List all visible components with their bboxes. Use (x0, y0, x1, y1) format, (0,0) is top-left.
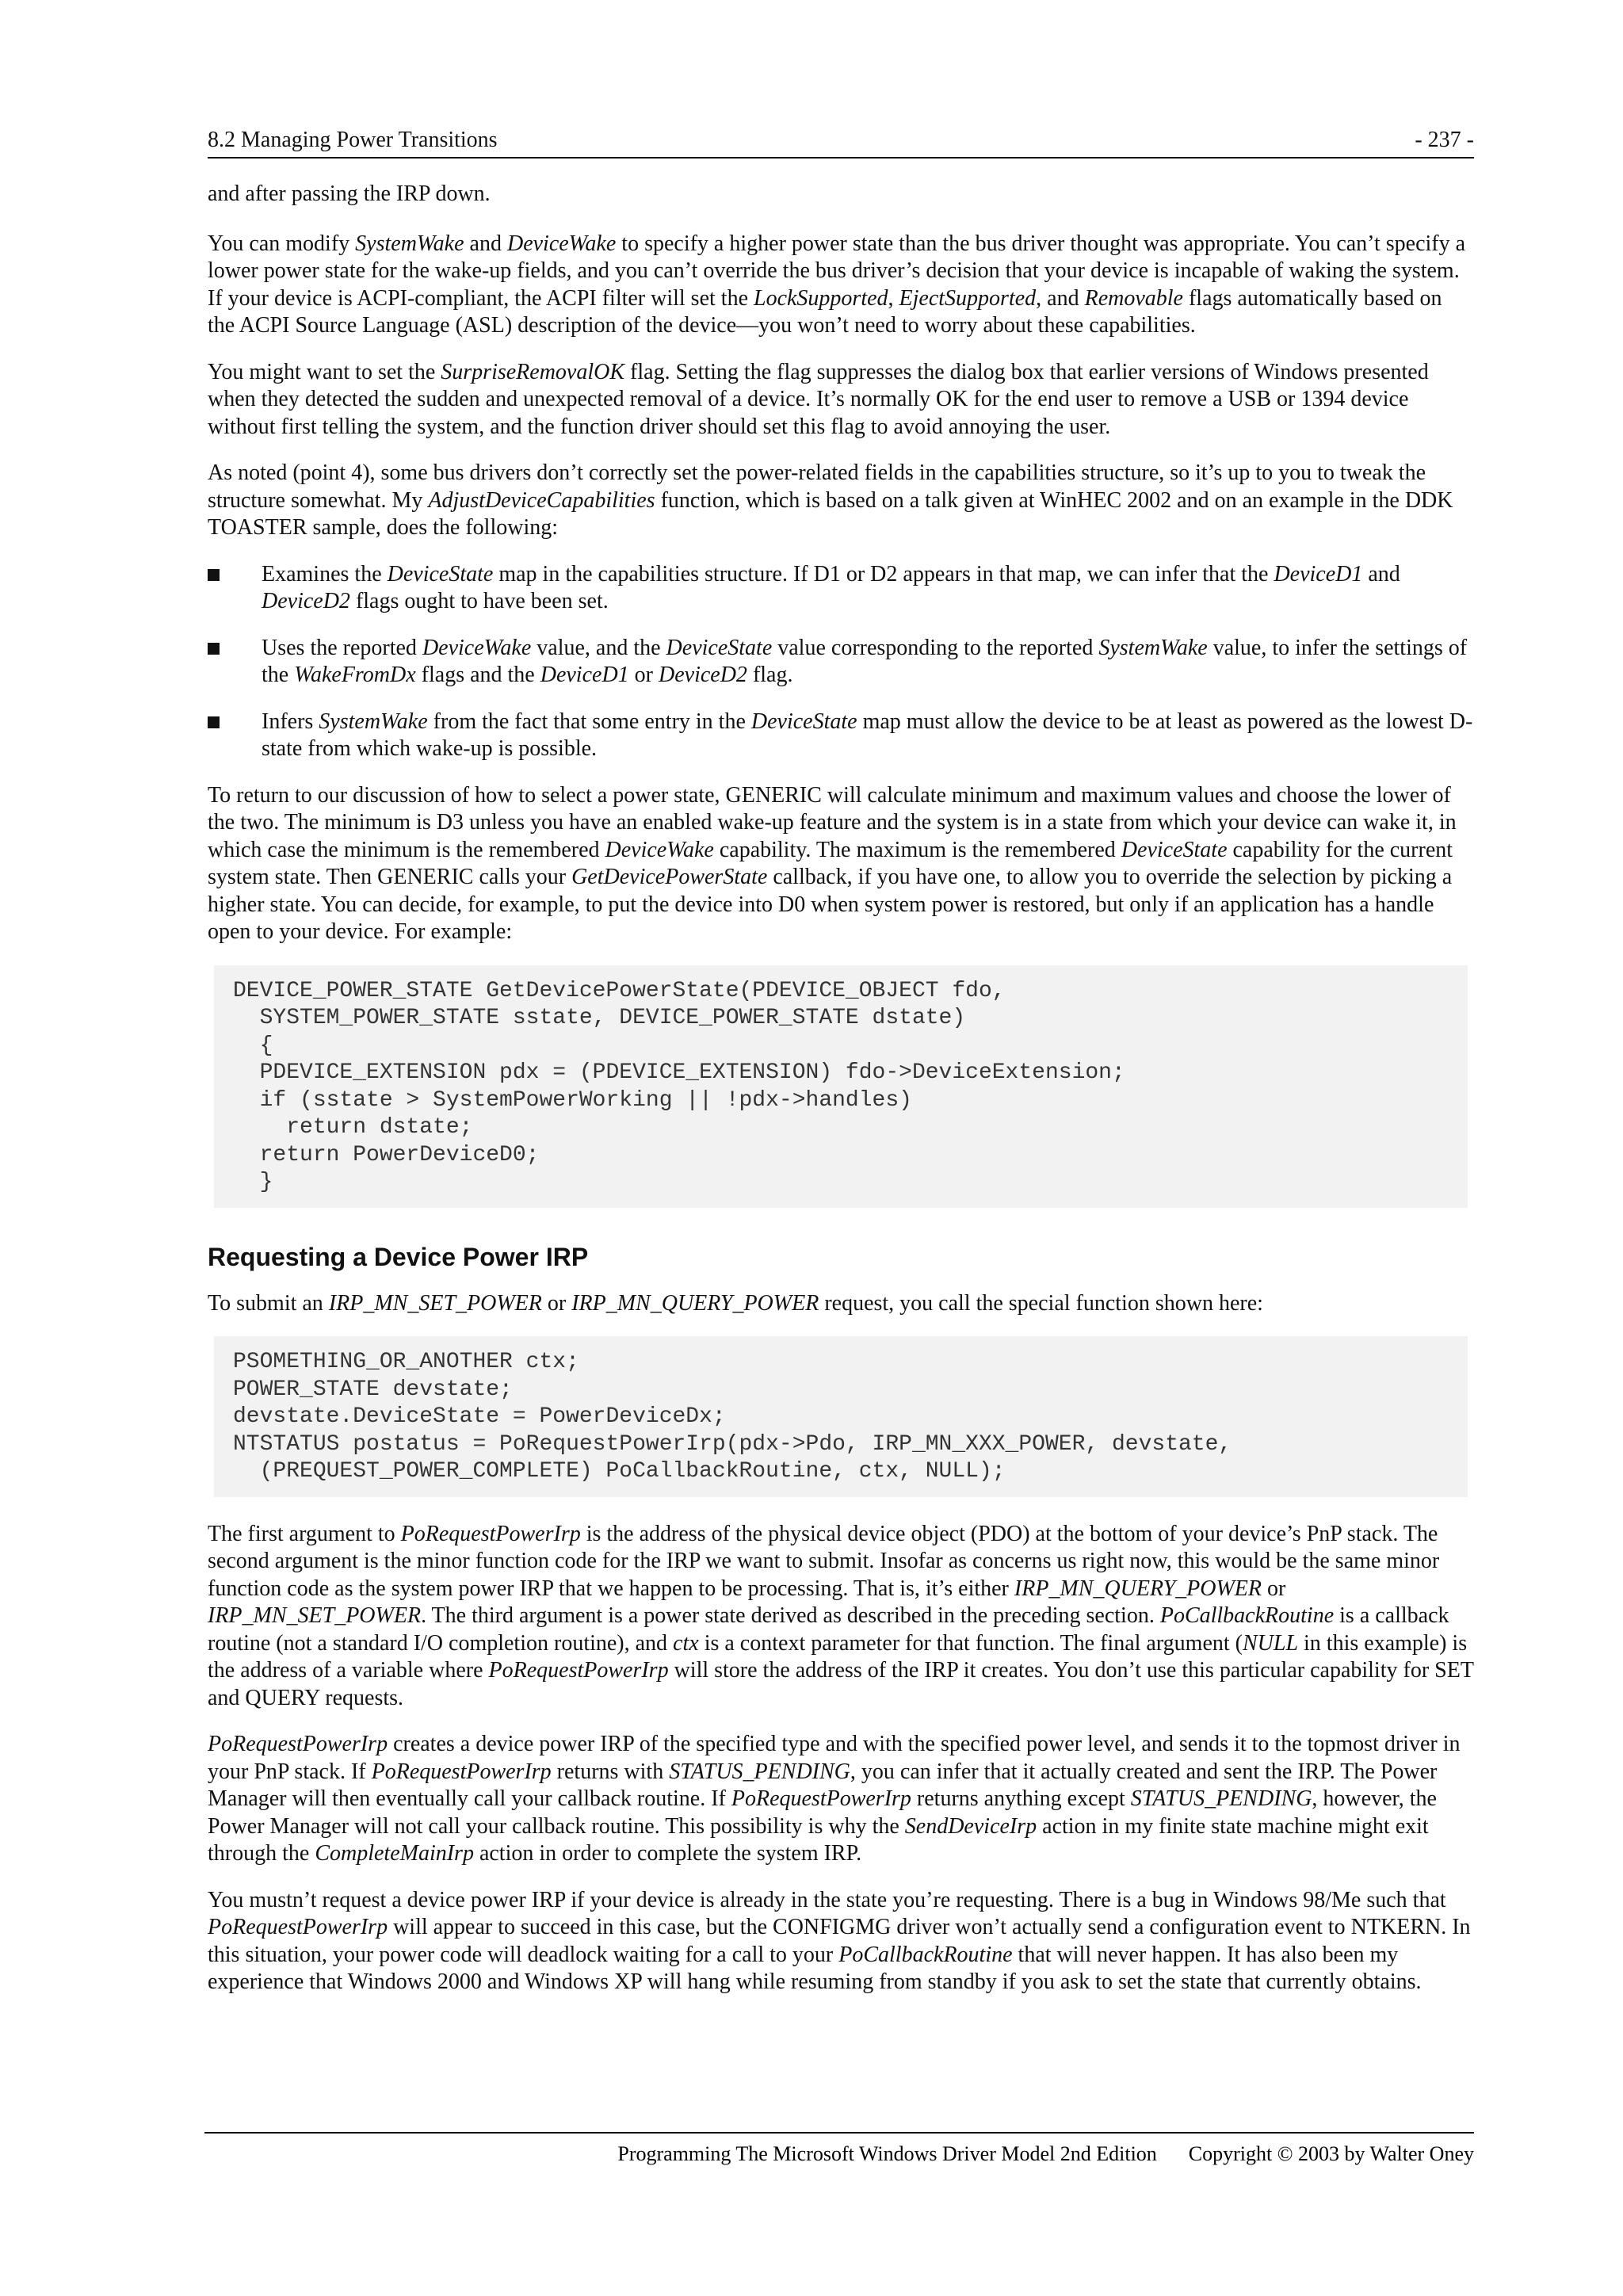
italic-term: DeviceState (750, 709, 857, 734)
paragraph-creates-device-irp: PoRequestPowerIrp creates a device power IRP of the specified type and with the specified power level, and sends it to the topmost driver in your PnP stack. If PoRequestPowerIrp returns with STATUS_PENDING, you can infer that it actually created and sent the IRP. The Power Manager will then eventually call your callback routine. If PoRequestPowerIrp returns anything except STATUS_PENDING, however, the Power Manager will not call your callback routine. This possibility is why the SendDeviceIrp action in my finite state machine might exit through the CompleteMainIrp action in order to complete the system IRP. (208, 1732, 1461, 1866)
code-block-get-device-power-state: DEVICE_POWER_STATE GetDevicePowerState(PDEVICE_OBJECT fdo, SYSTEM_POWER_STATE sstate, DEVICE_POWER_STATE dstate) { PDEVICE_EXTENSION pdx = (PDEVICE_EXTENSION) fdo->DeviceExtension; if (sstate > SystemPowerWorking || !pdx->handles) return dstate; return PowerDeviceD0; } (214, 965, 1468, 1208)
italic-term: IRP_MN_QUERY_POWER (571, 1290, 819, 1316)
italic-term: STATUS_PENDING (1130, 1786, 1312, 1811)
italic-term: PoRequestPowerIrp (488, 1658, 669, 1683)
italic-term: Removable (1084, 285, 1183, 311)
italic-term: DeviceD2 (659, 663, 747, 687)
square-bullet-icon (208, 716, 220, 728)
italic-term: SystemWake (1098, 635, 1208, 660)
bullet-item: Examines the DeviceState map in the capabilities structure. If D1 or D2 appears in that map, we can infer that the DeviceD1 and DeviceD2 flags ought to have been set. (208, 561, 1474, 616)
italic-term: CompleteMainIrp (315, 1841, 474, 1866)
italic-term: DeviceState (666, 635, 773, 660)
paragraph-surprise-removal: You might want to set the SurpriseRemovalOK flag. Setting the flag suppresses the dialog box that earlier versions of Windows presented when they detected the sudden and unexpected removal of a device. It’s normally OK for the end user to remove a USB or 1394 device without first telling the system, and the function driver should set this flag to avoid annoying the user. (208, 359, 1429, 439)
bullet-item: Infers SystemWake from the fact that some entry in the DeviceState map must allow the device to be at least as powered as the lowest D-state from which wake-up is possible. (208, 709, 1474, 763)
italic-term: DeviceD2 (262, 589, 350, 613)
italic-term: WakeFromDx (294, 663, 416, 687)
italic-term: PoCallbackRoutine (1159, 1603, 1335, 1628)
italic-term: GetDevicePowerState (571, 865, 768, 889)
page-number: - 237 - (1415, 128, 1474, 152)
bullet-list (208, 561, 1474, 763)
paragraph-first-argument: The first argument to PoRequestPowerIrp is the address of the physical device object (PDO) at the bottom of your device’s PnP stack. The second argument is the minor function code for the IRP we want to submit. Insofar as concerns us right now, this would be the same minor function code as the system power IRP that we happen to be processing. That is, it’s either IRP_MN_QUERY_POWER or IRP_MN_SET_POWER. The third argument is a power state derived as described in the preceding section. PoCallbackRoutine is a callback routine (not a standard I/O completion routine), and ctx is a context parameter for that function. The final argument (NULL in this example) is the address of a variable where PoRequestPowerIrp will store the address of the IRP it creates. You don’t use this particular capability for SET and QUERY requests. (208, 1521, 1474, 1710)
italic-term: PoRequestPowerIrp (731, 1786, 911, 1811)
paragraph-submit-request: To submit an IRP_MN_SET_POWER or IRP_MN_QUERY_POWER request, you call the special function shown here: (208, 1290, 1263, 1316)
italic-term: DeviceD1 (540, 663, 629, 687)
italic-term: DeviceD1 (1274, 561, 1363, 586)
italic-term: SystemWake (355, 231, 464, 256)
italic-term: IRP_MN_SET_POWER (328, 1290, 542, 1316)
italic-term: PoRequestPowerIrp (208, 1732, 388, 1756)
italic-term: AdjustDeviceCapabilities (428, 487, 655, 513)
italic-term: DeviceWake (422, 635, 532, 660)
page-header (208, 127, 1474, 159)
italic-term: NULL (1242, 1630, 1299, 1656)
italic-term: DeviceState (1121, 837, 1228, 862)
italic-term: PoRequestPowerIrp (208, 1915, 388, 1939)
italic-term: PoRequestPowerIrp (400, 1521, 581, 1546)
paragraph-continuation: and after passing the IRP down. (208, 181, 491, 206)
italic-term: SystemWake (319, 709, 428, 734)
document-page (208, 127, 1474, 2015)
italic-term: DeviceState (387, 561, 494, 586)
page-footer (617, 2141, 1474, 2167)
italic-term: SendDeviceIrp (904, 1813, 1037, 1839)
bullet-item: Uses the reported DeviceWake value, and the DeviceState value corresponding to the reported SystemWake value, to infer the settings of the WakeFromDx flags and the DeviceD1 or DeviceD2 flag. (208, 635, 1474, 690)
footer-copyright: Copyright © 2003 by Walter Oney (1188, 2142, 1474, 2165)
italic-term: PoRequestPowerIrp (371, 1759, 552, 1784)
section-title: 8.2 Managing Power Transitions (208, 128, 498, 152)
footer-book-title: Programming The Microsoft Windows Driver Model 2nd Edition (617, 2142, 1157, 2165)
italic-term: EjectSupported (899, 285, 1037, 311)
paragraph-select-power-state: To return to our discussion of how to select a power state, GENERIC will calculate minimum and maximum values and choose the lower of the two. The minimum is D3 unless you have an enabled wake-up feature and the system is in a state from which your device can wake it, in which case the minimum is the remembered DeviceWake capability. The maximum is the remembered DeviceState capability for the current system state. Then GENERIC calls your GetDevicePowerState callback, if you have one, to allow you to override the selection by picking a higher state. You can decide, for example, to put the device into D0 when system power is restored, but only if an application has a handle open to your device. For example: (208, 782, 1457, 944)
italic-term: DeviceWake (605, 837, 714, 862)
paragraph-bug-warning: You mustn’t request a device power IRP if your device is already in the state you’re requesting. There is a bug in Windows 98/Me such that PoRequestPowerIrp will appear to succeed in this case, but the CONFIGMG driver won’t actually send a configuration event to NTKERN. In this situation, your power code will deadlock waiting for a call to your PoCallbackRoutine that will never happen. It has also been my experience that Windows 2000 and Windows XP will hang while resuming from standby if you ask to set the state that currently obtains. (208, 1887, 1471, 1994)
square-bullet-icon (208, 643, 220, 655)
section-heading: Requesting a Device Power IRP (208, 1242, 589, 1271)
italic-term: DeviceWake (506, 231, 617, 256)
paragraph-adjust-capabilities: As noted (point 4), some bus drivers don’t correctly set the power-related fields in the capabilities structure, so it’s up to you to tweak the structure somewhat. My AdjustDeviceCapabilities function, which is based on a talk given at WinHEC 2002 and on an example in the DDK TOASTER sample, does the following: (208, 460, 1453, 540)
italic-term: LockSupported (754, 285, 888, 311)
italic-term: ctx (673, 1630, 699, 1656)
italic-term: IRP_MN_QUERY_POWER (1014, 1576, 1262, 1601)
italic-term: SurpriseRemovalOK (441, 359, 625, 384)
footer-rule (204, 2132, 1474, 2134)
italic-term: STATUS_PENDING (669, 1759, 850, 1784)
square-bullet-icon (208, 569, 220, 581)
italic-term: PoCallbackRoutine (838, 1942, 1013, 1967)
paragraph-wake-fields: You can modify SystemWake and DeviceWake to specify a higher power state than the bus driver thought was appropriate. You can’t specify a lower power state for the wake-up fields, and you can’t override the bus driver’s decision that your device is incapable of waking the system. If your device is ACPI-compliant, the ACPI filter will set the LockSupported, EjectSupported, and Removable flags automatically based on the ACPI Source Language (ASL) description of the device—you won’t need to worry about these capabilities. (208, 231, 1466, 338)
italic-term: IRP_MN_SET_POWER (208, 1603, 422, 1628)
code-block-po-request-power-irp: PSOMETHING_OR_ANOTHER ctx; POWER_STATE devstate; devstate.DeviceState = PowerDeviceDx; NTSTATUS postatus = PoRequestPowerIrp(pdx->Pdo, IRP_MN_XXX_POWER, devstate, (PREQUEST_POWER_COMPLETE) PoCallbackRoutine, ctx, NULL); (214, 1336, 1468, 1497)
